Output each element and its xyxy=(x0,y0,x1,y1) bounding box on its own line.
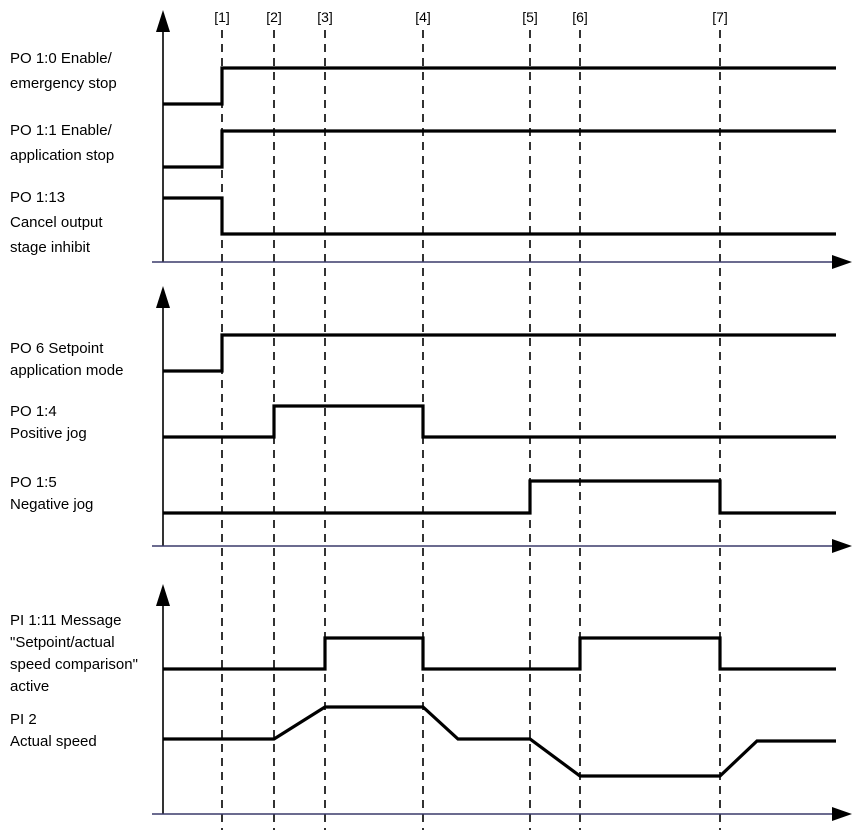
pi-1-11-setpoint-actual-speed-comparison-active-waveform xyxy=(163,638,836,669)
marker-label-4: [4] xyxy=(415,9,431,25)
po-1-5-negative-jog-label-line-1: PO 1:5 xyxy=(10,474,57,491)
marker-label-1: [1] xyxy=(214,9,230,25)
group-2 xyxy=(10,286,852,553)
pi-2-actual-speed-waveform xyxy=(163,707,836,776)
marker-label-2: [2] xyxy=(266,9,282,25)
po-1-0-enable-emergency-stop-waveform xyxy=(163,68,836,104)
marker-labels xyxy=(214,9,728,25)
pi-2-actual-speed-label-line-2: Actual speed xyxy=(10,733,97,750)
po-1-0-enable-emergency-stop-label-line-2: emergency stop xyxy=(10,75,117,92)
pi-1-11-message-label-line-2: "Setpoint/actual xyxy=(10,634,115,651)
po-6-setpoint-application-mode-label-line-2: application mode xyxy=(10,362,124,379)
po-1-1-enable-application-stop-label-line-2: application stop xyxy=(10,147,115,164)
po-1-4-positive-jog-label-line-1: PO 1:4 xyxy=(10,403,57,420)
pi-1-11-message-label-line-3: speed comparison" xyxy=(10,656,138,673)
po-6-setpoint-application-mode-waveform xyxy=(163,335,836,371)
marker-label-6: [6] xyxy=(572,9,588,25)
pi-1-11-message-label-line-1: PI 1:11 Message xyxy=(10,612,122,629)
po-1-5-negative-jog-waveform xyxy=(163,481,836,513)
marker-label-3: [3] xyxy=(317,9,333,25)
marker-label-5: [5] xyxy=(522,9,538,25)
group-2-time-axis-arrow xyxy=(832,539,852,553)
group-3 xyxy=(10,584,852,821)
po-1-13-cancel-output-stage-inhibit-waveform xyxy=(163,198,836,234)
po-1-1-enable-application-stop-label-line-1: PO 1:1 Enable/ xyxy=(10,122,112,139)
group-3-vertical-axis-arrow xyxy=(156,584,170,606)
po-1-13-cancel-output-stage-inhibit-label-line-3: stage inhibit xyxy=(10,239,91,256)
po-1-4-positive-jog-waveform xyxy=(163,406,836,437)
group-1-vertical-axis-arrow xyxy=(156,10,170,32)
group-1-time-axis-arrow xyxy=(832,255,852,269)
po-1-1-enable-application-stop-waveform xyxy=(163,131,836,167)
po-1-13-cancel-output-stage-inhibit-label-line-2: Cancel output xyxy=(10,214,103,231)
po-1-5-negative-jog-label-line-2: Negative jog xyxy=(10,496,94,513)
group-1 xyxy=(10,10,852,269)
group-2-vertical-axis-arrow xyxy=(156,286,170,308)
pi-1-11-message-label-line-4: active xyxy=(10,678,50,695)
po-1-0-enable-emergency-stop-label-line-1: PO 1:0 Enable/ xyxy=(10,50,112,67)
pi-2-actual-speed-label-line-1: PI 2 xyxy=(10,711,37,728)
po-1-13-cancel-output-stage-inhibit-label-line-1: PO 1:13 xyxy=(10,189,66,206)
marker-lines xyxy=(222,30,720,830)
po-1-4-positive-jog-label-line-2: Positive jog xyxy=(10,425,87,442)
po-6-setpoint-application-mode-label-line-1: PO 6 Setpoint xyxy=(10,340,104,357)
group-3-time-axis-arrow xyxy=(832,807,852,821)
marker-label-7: [7] xyxy=(712,9,728,25)
